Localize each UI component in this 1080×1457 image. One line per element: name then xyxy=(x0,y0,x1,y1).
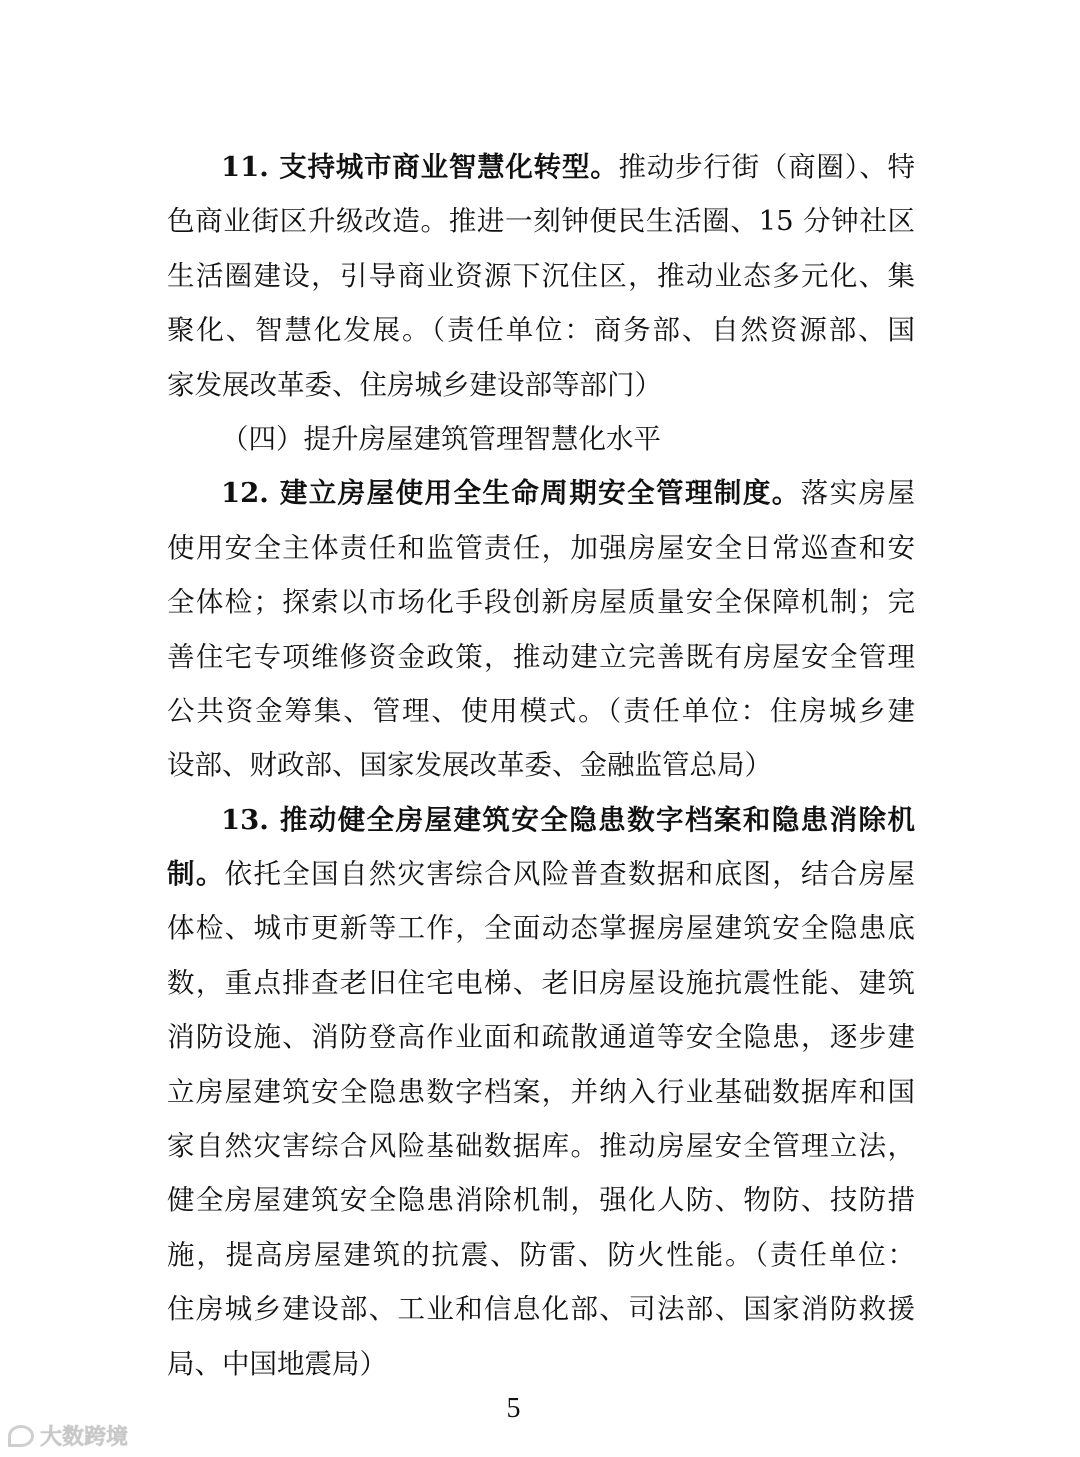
text-line xyxy=(167,303,915,357)
body-text: 家自然灾害综合风险基础数据库。推动房屋安全管理立法， xyxy=(167,1130,915,1163)
text-line xyxy=(167,1065,915,1119)
text-line xyxy=(167,1228,915,1282)
bold-lead-text: 11. 支持城市商业智慧化转型。 xyxy=(221,151,619,183)
document-body xyxy=(167,140,915,1391)
watermark xyxy=(8,1420,128,1451)
bold-lead-text: 制。 xyxy=(167,858,225,891)
text-line xyxy=(167,140,915,194)
text-line xyxy=(167,1337,915,1391)
body-text: 公共资金筹集、管理、使用模式。（责任单位：住房城乡建 xyxy=(167,694,915,727)
text-line xyxy=(167,1282,915,1336)
text-line xyxy=(167,412,915,466)
paragraph xyxy=(167,466,915,792)
paragraph xyxy=(167,793,915,1391)
body-text: 体检、城市更新等工作，全面动态掌握房屋建筑安全隐患底 xyxy=(167,912,915,945)
body-text: 生活圈建设，引导商业资源下沉住区，推动业态多元化、集 xyxy=(167,259,915,292)
watermark-logo-icon xyxy=(8,1425,34,1447)
body-text: 色商业街区升级改造。推进一刻钟便民生活圈、15 分钟社区 xyxy=(167,205,915,238)
body-text: 聚化、智慧化发展。（责任单位：商务部、自然资源部、国 xyxy=(167,314,915,347)
body-text: 推动步行街（商圈）、特 xyxy=(618,151,916,183)
page-number: 5 xyxy=(506,1393,521,1424)
text-line xyxy=(167,738,915,792)
body-text: 使用安全主体责任和监管责任，加强房屋安全日常巡查和安 xyxy=(167,531,915,564)
bold-lead-text: 12. 建立房屋使用全生命周期安全管理制度。 xyxy=(221,477,801,510)
body-text: （四）提升房屋建筑管理智慧化水平 xyxy=(221,422,661,455)
text-line xyxy=(167,684,915,738)
body-text: 家发展改革委、住房城乡建设部等部门） xyxy=(167,368,662,401)
text-line xyxy=(167,793,915,847)
body-text: 数，重点排查老旧住宅电梯、老旧房屋设施抗震性能、建筑 xyxy=(167,966,915,999)
bold-lead-text: 13. 推动健全房屋建筑安全隐患数字档案和隐患消除机 xyxy=(221,803,915,836)
text-line xyxy=(167,630,915,684)
text-line xyxy=(167,521,915,575)
body-text: 立房屋建筑安全隐患数字档案，并纳入行业基础数据库和国 xyxy=(167,1075,915,1108)
body-text: 依托全国自然灾害综合风险普查数据和底图，结合房屋 xyxy=(224,858,915,891)
text-line xyxy=(167,847,915,901)
body-text: 施，提高房屋建筑的抗震、防雷、防火性能。（责任单位： xyxy=(167,1238,915,1271)
watermark-text: 大数跨境 xyxy=(40,1425,129,1450)
body-text: 健全房屋建筑安全隐患消除机制，强化人防、物防、技防措 xyxy=(167,1184,915,1217)
text-line xyxy=(167,1173,915,1227)
body-text: 消防设施、消防登高作业面和疏散通道等安全隐患，逐步建 xyxy=(167,1021,915,1054)
text-line xyxy=(167,1119,915,1173)
text-line xyxy=(167,956,915,1010)
text-line xyxy=(167,358,915,412)
body-text: 设部、财政部、国家发展改革委、金融监管总局） xyxy=(167,749,772,782)
body-text: 住房城乡建设部、工业和信息化部、司法部、国家消防救援 xyxy=(167,1293,915,1326)
paragraph xyxy=(167,140,915,412)
section-heading xyxy=(167,412,915,466)
text-line xyxy=(167,249,915,303)
text-line xyxy=(167,1010,915,1064)
text-line xyxy=(167,901,915,955)
body-text: 落实房屋 xyxy=(800,477,915,510)
text-line xyxy=(167,575,915,629)
text-line xyxy=(167,194,915,248)
text-line xyxy=(167,466,915,520)
body-text: 局、中国地震局） xyxy=(167,1347,387,1380)
body-text: 善住宅专项维修资金政策，推动建立完善既有房屋安全管理 xyxy=(167,640,915,673)
body-text: 全体检；探索以市场化手段创新房屋质量安全保障机制；完 xyxy=(167,586,915,619)
